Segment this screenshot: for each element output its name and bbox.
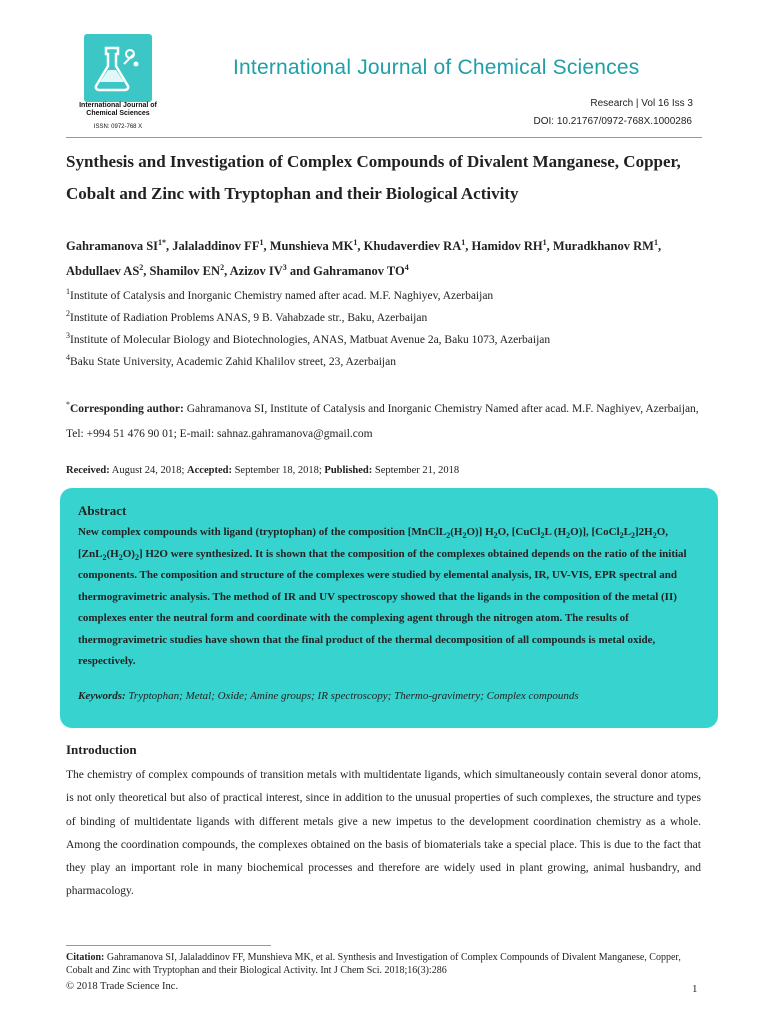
keywords bbox=[78, 690, 700, 702]
published-label: Published: bbox=[324, 465, 373, 476]
introduction-text: The chemistry of complex compounds of transition metals with multidentate ligands, which simultaneously contain several donor atoms, is not only theoretical but also of practical interest, since in addition to the unusual properties of such complexes, the structure and types of binding of multidentate ligands with different metals give a new impetus to the development coordination chemistry as a whole. Among the coordination compounds, the complexes obtained on the basis of biomaterials take a special place. This is due to the fact that they play an important role in many biochemical processes and therefore are widely used in plant growing, animal husbandry, and pharmacology. bbox=[66, 769, 701, 898]
header-divider bbox=[66, 137, 702, 138]
footer-divider bbox=[66, 945, 271, 946]
affiliation bbox=[66, 287, 494, 302]
author-affiliation-mark: 2 bbox=[220, 262, 225, 272]
author-affiliation-mark: 1 bbox=[461, 237, 466, 247]
corresponding-text: Gahramanova SI, Institute of Catalysis and Inorganic Chemistry Named after acad. M.F. Naghiyev, Azerbaijan, Tel: +994 51 476 90 01; E-mail: sahnaz.gahramanova@gmail.com bbox=[66, 403, 699, 440]
author-affiliation-mark: 1 bbox=[259, 237, 264, 247]
copyright: © 2018 Trade Science Inc. bbox=[66, 981, 179, 992]
logo-issn: ISSN: 0972-768 X bbox=[93, 124, 143, 130]
author-name: Gahramanov TO bbox=[313, 264, 405, 278]
article-type-volume: Research | Vol 16 Iss 3 bbox=[590, 98, 693, 109]
journal-logo bbox=[84, 34, 152, 102]
author-affiliation-mark: 3 bbox=[282, 262, 287, 272]
author-affiliation-mark: 1 bbox=[542, 237, 547, 247]
author-affiliation-mark: 4 bbox=[404, 262, 409, 272]
author-name: Abdullaev AS bbox=[66, 264, 140, 278]
affiliation-text: Institute of Molecular Biology and Biotechnologies, ANAS, Matbuat Avenue 2a, Baku 1073, Azerbaijan bbox=[70, 334, 551, 346]
abstract-body: H2O were synthesized. It is shown that the composition of the complexes obtained depends on the ratio of the initial components. The composition and structure of the complexes were studied by elemental analysis, IR, UV-VIS, EPR spectral and thermogravimetric analysis. The method of IR and UV spectroscopy showed that the ligands in the composition of the metal (II) complexes enter the neutral form and coordinate with the complexing agent through the nitrogen atom. The results of thermogravimetric studies have shown that the final product of the thermal decomposition of all compounds is metal oxide, respectively. bbox=[78, 547, 687, 667]
affiliation-text: Institute of Catalysis and Inorganic Chemistry named after acad. M.F. Naghiyev, Azerbaijan bbox=[70, 290, 494, 302]
citation-label: Citation: bbox=[66, 952, 105, 963]
citation-text: Gahramanova SI, Jalaladdinov FF, Munshieva MK, et al. Synthesis and Investigation of Complex Compounds of Divalent Manganese, Copper, Cobalt and Zinc with Tryptophan and their Biological Activity. Int J Chem Sci. 2018;16(3):286 bbox=[66, 952, 681, 976]
author-affiliation-mark: 2 bbox=[139, 262, 144, 272]
affiliation-mark: 4 bbox=[66, 353, 70, 363]
citation bbox=[66, 951, 706, 977]
accepted-label: Accepted: bbox=[187, 465, 232, 476]
affiliation-mark: 2 bbox=[66, 309, 70, 319]
paper-title: Synthesis and Investigation of Complex Compounds of Divalent Manganese, Copper, Cobalt and Zinc with Tryptophan and their Biological Activity bbox=[66, 152, 681, 203]
received-label: Received: bbox=[66, 465, 110, 476]
abstract-lead: New complex compounds with ligand (tryptophan) of the composition bbox=[78, 526, 405, 538]
logo-journal-name: International Journal of Chemical Sciences bbox=[79, 102, 157, 117]
author-name: Khudaverdiev RA bbox=[363, 239, 462, 253]
journal-title: International Journal of Chemical Sciences bbox=[233, 56, 640, 79]
author-name: Muradkhanov RM bbox=[552, 239, 654, 253]
abstract-text: New complex compounds with ligand (tryptophan) of the composition $[MnClL_2(H_2O)]$ $H_2O$, [CuCl$_2$L $(H_2O)$], $[CoCl_2L_2]2H_2O$, $[ZnL_2(H_2O)_2]$ H2O were synthesized. It is shown that the composition of the complexes obtained depends on the ratio of the initial components. The composition and structure of the complexes were studied by elemental analysis, IR, UV-VIS, EPR spectral and thermogravimetric analysis. The method of IR and UV spectroscopy showed that the ligands in the composition of the metal (II) complexes enter the neutral form and coordinate with the complexing agent through the nitrogen atom. The results of thermogravimetric studies have shown that the final product of the thermal decomposition of all compounds is metal oxide, respectively. bbox=[78, 526, 687, 667]
affiliation-mark: 3 bbox=[66, 331, 70, 341]
abstract-heading: Abstract bbox=[78, 503, 127, 518]
affiliation bbox=[66, 309, 428, 324]
author-affiliation-mark: 1 bbox=[353, 237, 358, 247]
affiliation bbox=[66, 353, 396, 368]
doi-link[interactable]: DOI: 10.21767/0972-768X.1000286 bbox=[533, 116, 692, 127]
author-name: Hamidov RH bbox=[471, 239, 543, 253]
author-name: Munshieva MK bbox=[269, 239, 354, 253]
author-name: Jalaladdinov FF bbox=[172, 239, 260, 253]
author-affiliation-mark: 1* bbox=[158, 237, 167, 247]
keywords-label: Keywords: bbox=[78, 690, 126, 702]
accepted-date: September 18, 2018; bbox=[234, 465, 322, 476]
affiliation-mark: 1 bbox=[66, 287, 70, 297]
received-date: August 24, 2018; bbox=[111, 465, 185, 476]
affiliation-text: Institute of Radiation Problems ANAS, 9 B. Vahabzade str., Baku, Azerbaijan bbox=[70, 312, 428, 324]
affiliation-text: Baku State University, Academic Zahid Khalilov street, 23, Azerbaijan bbox=[70, 356, 396, 368]
corresponding-author: *Corresponding author: Gahramanova SI, Institute of Catalysis and Inorganic Chemistry Named after acad. M.F. Naghiyev, Azerbaijan, Tel: +994 51 476 90 01; E-mail: sahnaz.gahramanova@gmail.com bbox=[66, 400, 699, 440]
publication-dates bbox=[66, 465, 459, 476]
introduction-heading: Introduction bbox=[66, 742, 137, 757]
page-number: 1 bbox=[692, 983, 698, 995]
keywords-text: Tryptophan; Metal; Oxide; Amine groups; IR spectroscopy; Thermo-gravimetry; Complex compounds bbox=[128, 690, 579, 702]
corresponding-label: Corresponding author: bbox=[70, 403, 184, 415]
author-name: Azizov IV bbox=[229, 264, 283, 278]
published-date: September 21, 2018 bbox=[374, 465, 460, 476]
affiliation bbox=[66, 331, 551, 346]
author-name: Shamilov EN bbox=[149, 264, 221, 278]
author-list: Gahramanova $SI^{1*}$, Jalaladdinov $FF^1$, Munshieva $MK^1$, Khudaverdiev $RA^1$, Hamidov $RH^1$, Muradkhanov $RM^1$, Abdullaev $AS^2$, Shamilov $EN^2$, Azizov $IV^3$ and Gahramanov $TO^4$ bbox=[66, 237, 662, 278]
author-name: Gahramanova SI bbox=[66, 239, 159, 253]
flask-icon bbox=[84, 34, 152, 102]
author-affiliation-mark: 1 bbox=[653, 237, 658, 247]
